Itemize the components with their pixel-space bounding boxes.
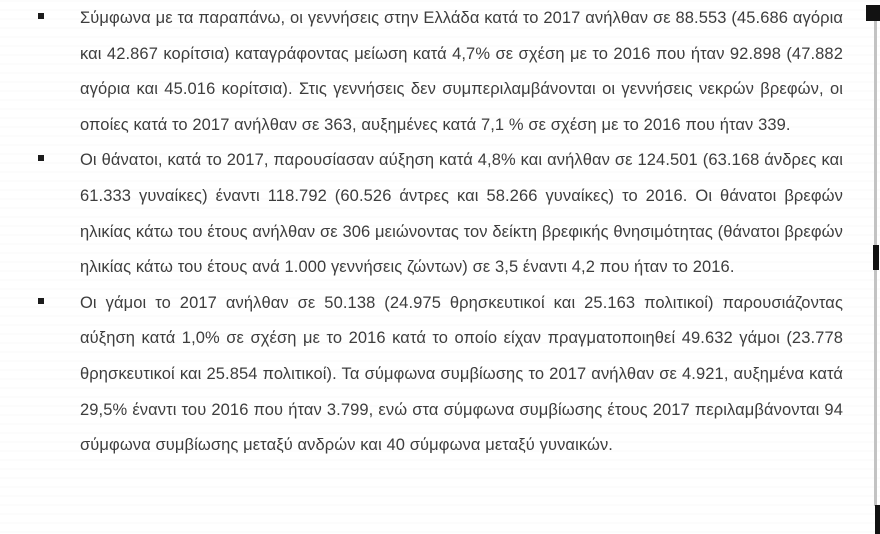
scan-mark-middle-artifact (873, 245, 879, 270)
scan-mark-bottom-artifact (875, 505, 880, 534)
bullet-square-icon (38, 155, 44, 161)
bullet-text-marriages: Οι γάμοι το 2017 ανήλθαν σε 50.138 (24.975 θρησκευτικοί και 25.163 πολιτικοί) παρουσιάζοντας αύξηση κατά 1,0% σε σχέση με το 2016 κατά το οποίο είχαν πραγματοποιηθεί 49.632 γάμοι (23.778 θρησκευτικοί και 25.854 πολιτικοί). Τα σύμφωνα συμβίωσης το 2017 ανήλθαν σε 4.921, αυξημένα κατά 29,5% έναντι του 2016 που ήταν 3.799, ενώ στα σύμφωνα συμβίωσης έτους 2017 περιλαμβάνονται 94 σύμφωνα συμβίωσης μεταξύ ανδρών και 40 σύμφωνα μεταξύ γυναικών. (80, 293, 843, 455)
bullet-text-deaths: Οι θάνατοι, κατά το 2017, παρουσίασαν αύξηση κατά 4,8% και ανήλθαν σε 124.501 (63.168 άνδρες και 61.333 γυναίκες) έναντι 118.792 (60.526 άντρες και 58.266 γυναίκες) το 2016. Οι θάνατοι βρεφών ηλικίας κάτω του έτους ανήλθαν σε 306 μειώνοντας τον δείκτη βρεφικής θνησιμότητας (θάνατοι βρεφών ηλικίας κάτω του έτους ανά 1.000 γεννήσεις ζώντων) σε 3,5 έναντι 4,2 που ήταν το 2016. (80, 151, 843, 277)
bullet-item-deaths (80, 143, 843, 285)
bullet-square-icon (38, 298, 44, 304)
scan-mark-top-artifact (866, 5, 880, 21)
bullet-text-births: Σύμφωνα με τα παραπάνω, οι γεννήσεις στην Ελλάδα κατά το 2017 ανήλθαν σε 88.553 (45.686 αγόρια και 42.867 κορίτσια) καταγράφοντας μείωση κατά 4,7% σε σχέση με το 2016 που ήταν 92.898 (47.882 αγόρια και 45.016 κορίτσια). Στις γεννήσεις δεν συμπεριλαμβάνονται οι γεννήσεις νεκρών βρεφών, οι οποίες κατά το 2017 ανήλθαν σε 363, αυξημένες κατά 7,1 % σε σχέση με το 2016 που ήταν 339. (80, 9, 843, 134)
bullet-item-births (80, 1, 843, 143)
bullet-square-icon (38, 13, 44, 19)
bullet-item-marriages (80, 286, 843, 464)
